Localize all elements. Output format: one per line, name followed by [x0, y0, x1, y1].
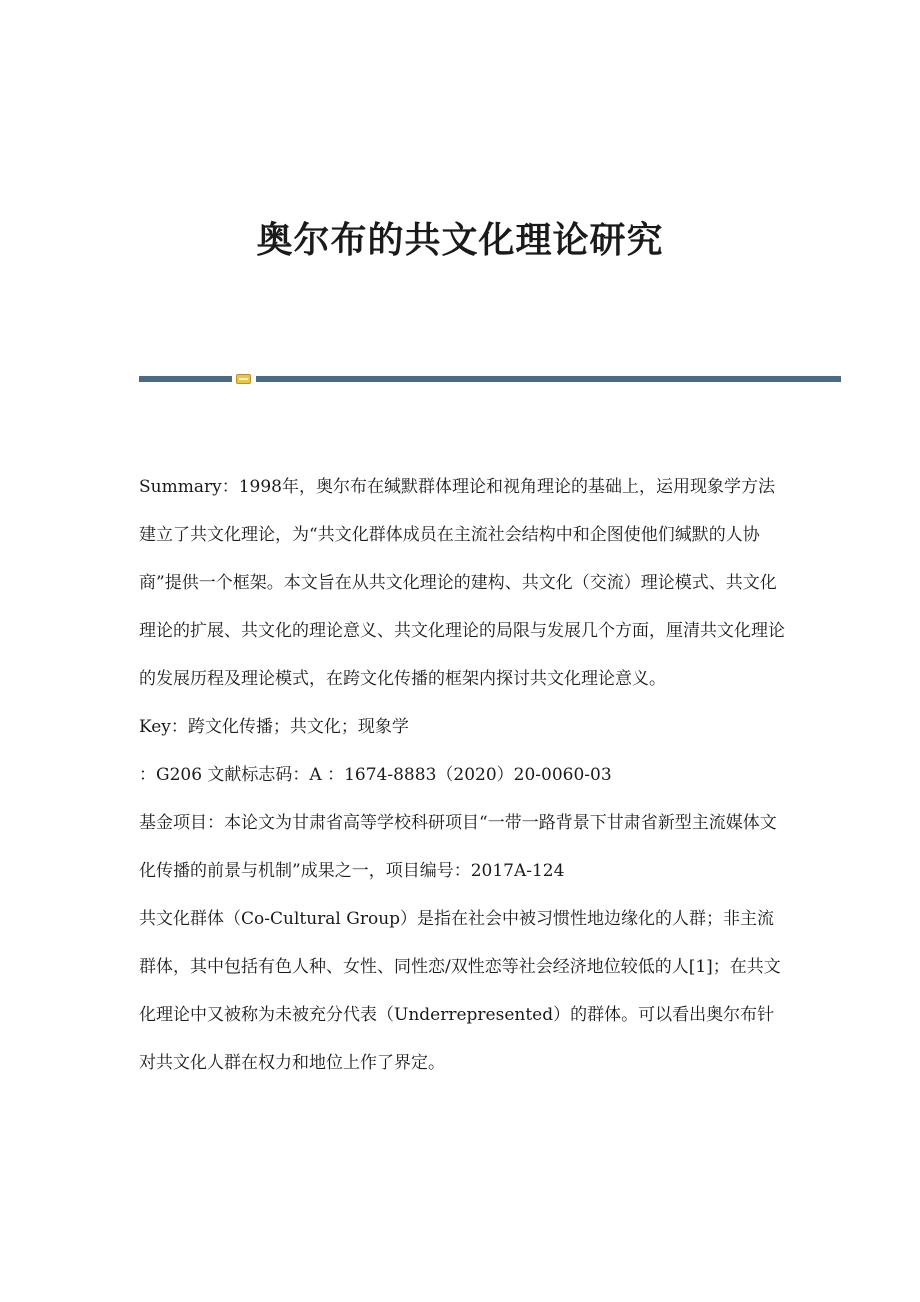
classification-paragraph: ：G206 文献标志码：A ：1674-8883（2020）20-0060-03 [139, 765, 612, 785]
body-paragraph: 共文化群体（Co-Cultural Group）是指在社会中被习惯性地边缘化的人群；非主流群体，其中包括有色人种、女性、同性恋/双性恋等社会经济地位较低的人[1]；在共文化理论中又被称为未被充分代表（Underrepresented）的群体。可以看出奥尔布针对共文化人群在权力和地位上作了界定。 [139, 909, 781, 1073]
title-divider [139, 374, 841, 384]
divider-ornament-icon [236, 374, 251, 384]
document-body [139, 463, 789, 1087]
divider-bar-right [256, 376, 841, 382]
keywords-paragraph: Key：跨文化传播；共文化；现象学 [139, 717, 409, 737]
divider-bar-left [139, 376, 232, 382]
page-title: 奥尔布的共文化理论研究 [256, 219, 664, 261]
fund-paragraph: 基金项目：本论文为甘肃省高等学校科研项目“一带一路背景下甘肃省新型主流媒体文化传播的前景与机制”成果之一，项目编号：2017A-124 [139, 813, 777, 881]
summary-paragraph: Summary：1998年，奥尔布在缄默群体理论和视角理论的基础上，运用现象学方法建立了共文化理论，为“共文化群体成员在主流社会结构中和企图使他们缄默的人协商”提供一个框架。本文旨在从共文化理论的建构、共文化（交流）理论模式、共文化理论的扩展、共文化的理论意义、共文化理论的局限与发展几个方面，厘清共文化理论的发展历程及理论模式，在跨文化传播的框架内探讨共文化理论意义。 [139, 477, 785, 689]
